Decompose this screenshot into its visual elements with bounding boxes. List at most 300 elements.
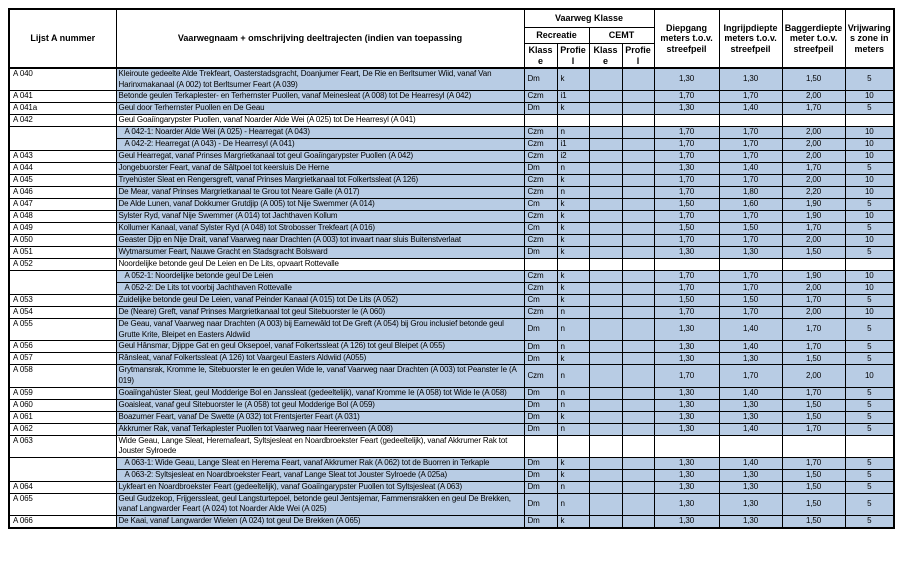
cell-vrijwaringszone: 10 [845, 175, 894, 187]
cell-diepgang: 1,70 [654, 365, 719, 387]
cell-baggerdiepte: 1,50 [782, 469, 845, 481]
cell-ingrijpdiepte: 1,40 [719, 163, 782, 175]
cell-vaarwegnaam: De Mear, vanaf Prinses Margrietkanaal te Grou tot Neare Galle (A 017) [116, 187, 524, 199]
table-row [9, 103, 894, 115]
cell-vaarwegnaam: Boazumer Feart, vanaf De Swette (A 032) tot Frentsjerter Feart (A 031) [116, 411, 524, 423]
cell-cemt-klasse [589, 139, 622, 151]
table-row [9, 295, 894, 307]
cell-recreatie-klasse [524, 435, 557, 457]
cell-ingrijpdiepte: 1,30 [719, 481, 782, 493]
cell-cemt-profiel [622, 295, 654, 307]
cell-cemt-profiel [622, 187, 654, 199]
cell-baggerdiepte [782, 115, 845, 127]
cell-recreatie-profiel: k [557, 247, 589, 259]
cell-baggerdiepte: 1,70 [782, 319, 845, 341]
cell-baggerdiepte: 1,50 [782, 247, 845, 259]
cell-vrijwaringszone: 10 [845, 307, 894, 319]
cell-baggerdiepte: 1,70 [782, 387, 845, 399]
cell-vrijwaringszone: 10 [845, 187, 894, 199]
cell-cemt-profiel [622, 163, 654, 175]
cell-ingrijpdiepte [719, 435, 782, 457]
cell-recreatie-profiel: k [557, 103, 589, 115]
cell-ingrijpdiepte: 1,30 [719, 68, 782, 91]
cell-recreatie-klasse [524, 115, 557, 127]
cell-ingrijpdiepte: 1,60 [719, 199, 782, 211]
cell-baggerdiepte: 1,50 [782, 411, 845, 423]
cell-cemt-profiel [622, 319, 654, 341]
cell-vaarwegnaam: Akkrumer Rak, vanaf Terkaplester Puollen tot Vaarweg naar Heerenveen (A 008) [116, 423, 524, 435]
cell-diepgang: 1,30 [654, 387, 719, 399]
cell-vrijwaringszone: 10 [845, 271, 894, 283]
cell-lijst-a-nummer: A 066 [9, 515, 116, 528]
cell-vaarwegnaam: Geaster Djip en Nije Drait, vanaf Vaarweg naar Drachten (A 003) tot invaart naar sluis Buitenstverlaat [116, 235, 524, 247]
cell-cemt-klasse [589, 103, 622, 115]
cell-diepgang: 1,70 [654, 151, 719, 163]
cell-vrijwaringszone: 10 [845, 365, 894, 387]
cell-recreatie-profiel [557, 115, 589, 127]
cell-cemt-klasse [589, 175, 622, 187]
cell-cemt-profiel [622, 481, 654, 493]
cell-lijst-a-nummer: A 063 [9, 435, 116, 457]
cell-ingrijpdiepte: 1,80 [719, 187, 782, 199]
cell-cemt-klasse [589, 127, 622, 139]
cell-vaarwegnaam: Geul Gudzekop, Frijgerssleat, geul Langsturtepoel, betonde geul Jentsjemar, Fammensrakken en geul De Brekken, vanaf Langwarder Feart (A 024) tot Noarder Alde Wei (A 025) [116, 493, 524, 515]
cell-cemt-klasse [589, 259, 622, 271]
cell-vaarwegnaam: A 042-2: Hearregat (A 043) - De Hearresyl (A 041) [116, 139, 524, 151]
cell-ingrijpdiepte: 1,70 [719, 127, 782, 139]
table-row [9, 235, 894, 247]
cell-baggerdiepte: 2,00 [782, 235, 845, 247]
cell-baggerdiepte: 1,70 [782, 295, 845, 307]
cell-recreatie-profiel: k [557, 283, 589, 295]
waterway-list-a-table [8, 8, 895, 529]
cell-ingrijpdiepte: 1,30 [719, 399, 782, 411]
cell-cemt-klasse [589, 91, 622, 103]
cell-vaarwegnaam: Geul Hearregat, vanaf Prinses Margrietkanaal tot geul Goaiïngarypster Puollen (A 042) [116, 151, 524, 163]
cell-vaarwegnaam: Rânsleat, vanaf Folkertssleat (A 126) tot Vaargeul Easters Aldwiid (A055) [116, 353, 524, 365]
cell-lijst-a-nummer: A 057 [9, 353, 116, 365]
cell-recreatie-profiel: k [557, 295, 589, 307]
cell-vaarwegnaam: Kleiroute gedeelte Alde Trekfeart, Oasterstadsgracht, Doanjumer Feart, De Rie en Berltsumer Wiid, vanaf Van Harinxmakanaal (A 002) tot Berltsumer Feart (A 039) [116, 68, 524, 91]
cell-baggerdiepte: 1,50 [782, 481, 845, 493]
cell-cemt-profiel [622, 423, 654, 435]
cell-recreatie-klasse: Czm [524, 175, 557, 187]
cell-vaarwegnaam: Geul Hânsmar, Djippe Gat en geul Oksepoel, vanaf Folkertssleat (A 126) tot geul Bleipet (A 055) [116, 341, 524, 353]
cell-cemt-profiel [622, 515, 654, 528]
cell-ingrijpdiepte: 1,50 [719, 223, 782, 235]
cell-recreatie-klasse: Czm [524, 127, 557, 139]
cell-lijst-a-nummer: A 061 [9, 411, 116, 423]
cell-cemt-profiel [622, 457, 654, 469]
cell-cemt-klasse [589, 271, 622, 283]
cell-cemt-profiel [622, 399, 654, 411]
header-vrijwaringszone: Vrijwarings zone in meters [845, 9, 894, 68]
cell-recreatie-klasse: Dm [524, 319, 557, 341]
cell-lijst-a-nummer: A 047 [9, 199, 116, 211]
cell-recreatie-profiel: k [557, 353, 589, 365]
cell-cemt-profiel [622, 151, 654, 163]
table-row [9, 283, 894, 295]
cell-recreatie-profiel: n [557, 307, 589, 319]
cell-lijst-a-nummer: A 064 [9, 481, 116, 493]
cell-ingrijpdiepte: 1,70 [719, 175, 782, 187]
cell-diepgang: 1,70 [654, 139, 719, 151]
cell-vaarwegnaam: De Kaai, vanaf Langwarder Wielen (A 024) tot geul De Brekken (A 065) [116, 515, 524, 528]
table-row [9, 151, 894, 163]
cell-lijst-a-nummer [9, 457, 116, 481]
cell-cemt-klasse [589, 163, 622, 175]
cell-diepgang: 1,30 [654, 481, 719, 493]
cell-vrijwaringszone: 5 [845, 399, 894, 411]
cell-diepgang [654, 259, 719, 271]
table-row [9, 493, 894, 515]
cell-vrijwaringszone: 5 [845, 469, 894, 481]
cell-vrijwaringszone [845, 115, 894, 127]
cell-ingrijpdiepte: 1,40 [719, 341, 782, 353]
header-recreatie: Recreatie [524, 28, 589, 44]
cell-recreatie-profiel: i1 [557, 139, 589, 151]
cell-recreatie-profiel [557, 435, 589, 457]
cell-ingrijpdiepte: 1,30 [719, 353, 782, 365]
cell-ingrijpdiepte: 1,50 [719, 295, 782, 307]
table-body [9, 68, 894, 528]
cell-vrijwaringszone: 10 [845, 235, 894, 247]
cell-ingrijpdiepte: 1,70 [719, 307, 782, 319]
cell-recreatie-klasse: Dm [524, 247, 557, 259]
cell-recreatie-profiel: n [557, 423, 589, 435]
cell-recreatie-klasse: Czm [524, 139, 557, 151]
cell-cemt-profiel [622, 353, 654, 365]
cell-vrijwaringszone: 5 [845, 295, 894, 307]
cell-baggerdiepte: 1,70 [782, 163, 845, 175]
cell-recreatie-profiel: k [557, 457, 589, 469]
cell-recreatie-profiel: n [557, 481, 589, 493]
cell-vaarwegnaam: De Geau, vanaf Vaarweg naar Drachten (A 003) bij Earnewâld tot De Greft (A 054) bij Grou inclusief betonde geul Grutte Krite, Bleipet en Easters Aldwiid [116, 319, 524, 341]
cell-recreatie-klasse: Dm [524, 103, 557, 115]
cell-vrijwaringszone: 5 [845, 341, 894, 353]
cell-recreatie-profiel: k [557, 411, 589, 423]
header-ingrijpdiepte: Ingrijpdiepte meters t.o.v. streefpeil [719, 9, 782, 68]
cell-lijst-a-nummer: A 050 [9, 235, 116, 247]
table-row [9, 399, 894, 411]
cell-baggerdiepte: 1,90 [782, 199, 845, 211]
cell-cemt-profiel [622, 235, 654, 247]
cell-diepgang: 1,30 [654, 68, 719, 91]
cell-cemt-klasse [589, 341, 622, 353]
cell-diepgang: 1,70 [654, 127, 719, 139]
cell-recreatie-profiel: k [557, 223, 589, 235]
cell-vrijwaringszone: 10 [845, 127, 894, 139]
table-row [9, 469, 894, 481]
cell-vaarwegnaam: Geul door Terhernster Puollen en De Geau [116, 103, 524, 115]
cell-vaarwegnaam: Zuidelijke betonde geul De Leien, vanaf Peinder Kanaal (A 015) tot De Lits (A 052) [116, 295, 524, 307]
cell-recreatie-profiel: k [557, 271, 589, 283]
table-row [9, 411, 894, 423]
cell-cemt-klasse [589, 481, 622, 493]
cell-recreatie-profiel: n [557, 399, 589, 411]
cell-baggerdiepte: 2,00 [782, 127, 845, 139]
cell-recreatie-profiel: i2 [557, 151, 589, 163]
table-row [9, 271, 894, 283]
cell-recreatie-profiel: n [557, 127, 589, 139]
cell-vrijwaringszone: 5 [845, 319, 894, 341]
cell-recreatie-klasse: Czm [524, 91, 557, 103]
cell-ingrijpdiepte: 1,70 [719, 271, 782, 283]
cell-cemt-profiel [622, 341, 654, 353]
table-row [9, 175, 894, 187]
cell-cemt-profiel [622, 127, 654, 139]
cell-lijst-a-nummer: A 056 [9, 341, 116, 353]
cell-baggerdiepte: 1,70 [782, 457, 845, 469]
cell-vrijwaringszone: 5 [845, 493, 894, 515]
cell-lijst-a-nummer: A 040 [9, 68, 116, 91]
cell-vrijwaringszone [845, 435, 894, 457]
cell-recreatie-klasse: Czm [524, 365, 557, 387]
cell-ingrijpdiepte: 1,70 [719, 365, 782, 387]
cell-cemt-profiel [622, 175, 654, 187]
cell-recreatie-klasse: Dm [524, 515, 557, 528]
cell-ingrijpdiepte: 1,70 [719, 283, 782, 295]
cell-baggerdiepte: 2,00 [782, 91, 845, 103]
cell-vaarwegnaam: Tryehúster Sleat en Rengersgreft, vanaf Prinses Margrietkanaal tot Folkertssleat (A 126) [116, 175, 524, 187]
cell-recreatie-profiel: k [557, 469, 589, 481]
cell-recreatie-klasse: Dm [524, 457, 557, 469]
cell-cemt-klasse [589, 115, 622, 127]
cell-baggerdiepte: 1,50 [782, 515, 845, 528]
cell-vaarwegnaam: A 063-1: Wide Geau, Lange Sleat en Herema Feart, vanaf Akkrumer Rak (A 062) tot de Buorren in Terkaple [116, 457, 524, 469]
cell-vaarwegnaam: De (Neare) Greft, vanaf Prinses Margrietkanaal tot geul Sitebuorster Ie (A 060) [116, 307, 524, 319]
cell-recreatie-profiel: n [557, 493, 589, 515]
cell-ingrijpdiepte: 1,40 [719, 457, 782, 469]
cell-recreatie-profiel: k [557, 235, 589, 247]
cell-cemt-profiel [622, 411, 654, 423]
cell-vrijwaringszone: 5 [845, 515, 894, 528]
cell-vrijwaringszone [845, 259, 894, 271]
cell-recreatie-klasse: Dm [524, 341, 557, 353]
cell-lijst-a-nummer: A 044 [9, 163, 116, 175]
cell-recreatie-klasse: Cm [524, 223, 557, 235]
cell-ingrijpdiepte: 1,40 [719, 423, 782, 435]
cell-lijst-a-nummer: A 053 [9, 295, 116, 307]
table-row [9, 341, 894, 353]
cell-recreatie-klasse: Czm [524, 211, 557, 223]
cell-recreatie-profiel: k [557, 211, 589, 223]
cell-cemt-profiel [622, 91, 654, 103]
cell-diepgang: 1,30 [654, 493, 719, 515]
header-cemt-profiel: Profiel [622, 44, 654, 69]
cell-diepgang: 1,30 [654, 469, 719, 481]
cell-cemt-profiel [622, 199, 654, 211]
cell-cemt-profiel [622, 211, 654, 223]
cell-diepgang: 1,30 [654, 341, 719, 353]
cell-diepgang: 1,30 [654, 103, 719, 115]
cell-recreatie-klasse: Dm [524, 387, 557, 399]
header-recreatie-klasse: Klasse [524, 44, 557, 69]
cell-baggerdiepte: 2,00 [782, 139, 845, 151]
table-row [9, 423, 894, 435]
cell-baggerdiepte: 1,70 [782, 423, 845, 435]
cell-vaarwegnaam: Noordelijke betonde geul De Leien en De Lits, opvaart Rottevalle [116, 259, 524, 271]
cell-cemt-klasse [589, 469, 622, 481]
cell-lijst-a-nummer [9, 271, 116, 295]
cell-baggerdiepte: 1,90 [782, 271, 845, 283]
cell-diepgang: 1,50 [654, 199, 719, 211]
cell-baggerdiepte: 2,00 [782, 283, 845, 295]
table-row [9, 319, 894, 341]
cell-baggerdiepte: 2,20 [782, 187, 845, 199]
cell-cemt-profiel [622, 223, 654, 235]
table-row [9, 187, 894, 199]
cell-diepgang: 1,70 [654, 307, 719, 319]
cell-diepgang [654, 435, 719, 457]
cell-baggerdiepte: 1,90 [782, 211, 845, 223]
cell-diepgang: 1,30 [654, 411, 719, 423]
cell-vrijwaringszone: 5 [845, 423, 894, 435]
cell-baggerdiepte: 1,70 [782, 223, 845, 235]
cell-diepgang: 1,70 [654, 271, 719, 283]
cell-recreatie-klasse: Dm [524, 68, 557, 91]
cell-baggerdiepte: 2,00 [782, 175, 845, 187]
table-row [9, 247, 894, 259]
header-cemt-klasse: Klasse [589, 44, 622, 69]
cell-ingrijpdiepte [719, 259, 782, 271]
cell-vaarwegnaam: Geul Goaiïngarypster Puollen, vanaf Noarder Alde Wei (A 025) tot De Hearresyl (A 041) [116, 115, 524, 127]
cell-vrijwaringszone: 5 [845, 68, 894, 91]
cell-recreatie-profiel: k [557, 68, 589, 91]
table-row [9, 307, 894, 319]
cell-cemt-profiel [622, 469, 654, 481]
cell-vaarwegnaam: Sylster Ryd, vanaf Nije Swemmer (A 014) tot Jachthaven Kollum [116, 211, 524, 223]
cell-cemt-klasse [589, 435, 622, 457]
cell-cemt-profiel [622, 435, 654, 457]
cell-lijst-a-nummer [9, 127, 116, 151]
cell-lijst-a-nummer: A 041 [9, 91, 116, 103]
cell-recreatie-klasse: Czm [524, 187, 557, 199]
cell-cemt-klasse [589, 319, 622, 341]
cell-recreatie-profiel: n [557, 187, 589, 199]
cell-cemt-profiel [622, 307, 654, 319]
cell-vrijwaringszone: 5 [845, 411, 894, 423]
cell-recreatie-profiel: n [557, 365, 589, 387]
header-recreatie-profiel: Profiel [557, 44, 589, 69]
cell-vaarwegnaam: Wytmarsumer Feart, Nauwe Gracht en Stadsgracht Bolsward [116, 247, 524, 259]
cell-diepgang: 1,30 [654, 163, 719, 175]
cell-diepgang: 1,70 [654, 187, 719, 199]
cell-lijst-a-nummer: A 058 [9, 365, 116, 387]
cell-ingrijpdiepte: 1,30 [719, 493, 782, 515]
cell-cemt-profiel [622, 247, 654, 259]
table-row [9, 481, 894, 493]
cell-cemt-klasse [589, 353, 622, 365]
table-row [9, 139, 894, 151]
cell-diepgang: 1,30 [654, 247, 719, 259]
header-vaarweg-klasse: Vaarweg Klasse [524, 9, 654, 28]
cell-recreatie-klasse: Czm [524, 283, 557, 295]
cell-lijst-a-nummer: A 062 [9, 423, 116, 435]
cell-cemt-profiel [622, 259, 654, 271]
cell-ingrijpdiepte: 1,30 [719, 247, 782, 259]
cell-ingrijpdiepte: 1,40 [719, 103, 782, 115]
cell-diepgang [654, 115, 719, 127]
cell-cemt-klasse [589, 365, 622, 387]
cell-diepgang: 1,30 [654, 399, 719, 411]
table-row [9, 515, 894, 528]
cell-recreatie-profiel: i1 [557, 91, 589, 103]
cell-cemt-profiel [622, 115, 654, 127]
cell-ingrijpdiepte: 1,70 [719, 211, 782, 223]
cell-recreatie-profiel: k [557, 199, 589, 211]
cell-baggerdiepte [782, 435, 845, 457]
cell-recreatie-klasse: Czm [524, 151, 557, 163]
cell-cemt-klasse [589, 223, 622, 235]
cell-lijst-a-nummer: A 043 [9, 151, 116, 163]
cell-baggerdiepte: 2,00 [782, 151, 845, 163]
cell-ingrijpdiepte: 1,30 [719, 515, 782, 528]
cell-vaarwegnaam: A 052-2: De Lits tot voorbij Jachthaven Rottevalle [116, 283, 524, 295]
cell-recreatie-klasse: Dm [524, 353, 557, 365]
cell-recreatie-klasse: Dm [524, 163, 557, 175]
table-row [9, 91, 894, 103]
cell-lijst-a-nummer: A 046 [9, 187, 116, 199]
cell-diepgang: 1,30 [654, 457, 719, 469]
cell-ingrijpdiepte: 1,70 [719, 139, 782, 151]
cell-vrijwaringszone: 5 [845, 199, 894, 211]
cell-lijst-a-nummer: A 048 [9, 211, 116, 223]
cell-vaarwegnaam: De Alde Lunen, vanaf Dokkumer Grutdjip (A 005) tot Nije Swemmer (A 014) [116, 199, 524, 211]
cell-recreatie-profiel: n [557, 341, 589, 353]
cell-lijst-a-nummer: A 059 [9, 387, 116, 399]
cell-vaarwegnaam: Grytmansrak, Kromme Ie, Sitebuorster Ie en geulen Wide Ie, vanaf Vaarweg naar Drachten (A 003) tot Peanster Ie (A 019) [116, 365, 524, 387]
cell-lijst-a-nummer: A 042 [9, 115, 116, 127]
cell-ingrijpdiepte: 1,70 [719, 91, 782, 103]
cell-cemt-klasse [589, 307, 622, 319]
cell-diepgang: 1,30 [654, 423, 719, 435]
cell-diepgang: 1,30 [654, 319, 719, 341]
cell-vrijwaringszone: 5 [845, 481, 894, 493]
cell-ingrijpdiepte: 1,30 [719, 469, 782, 481]
cell-cemt-klasse [589, 235, 622, 247]
table-row [9, 115, 894, 127]
cell-vaarwegnaam: Betonde geulen Terkaplester- en Terhernster Puollen, vanaf Meinesleat (A 008) tot De Hearresyl (A 042) [116, 91, 524, 103]
cell-diepgang: 1,30 [654, 515, 719, 528]
cell-cemt-klasse [589, 68, 622, 91]
cell-vrijwaringszone: 5 [845, 247, 894, 259]
cell-recreatie-klasse: Czm [524, 235, 557, 247]
cell-baggerdiepte: 1,70 [782, 341, 845, 353]
cell-vaarwegnaam: Wide Geau, Lange Sleat, Heremafeart, Syltsjesleat en Noardbroekster Feart (gedeeltelijk), vanaf Akkrumer Rak tot Jouster Sylroede [116, 435, 524, 457]
cell-recreatie-profiel: n [557, 387, 589, 399]
cell-vrijwaringszone: 10 [845, 283, 894, 295]
cell-diepgang: 1,70 [654, 91, 719, 103]
cell-cemt-klasse [589, 283, 622, 295]
cell-vrijwaringszone: 5 [845, 353, 894, 365]
cell-ingrijpdiepte: 1,70 [719, 235, 782, 247]
cell-diepgang: 1,50 [654, 223, 719, 235]
cell-baggerdiepte: 1,70 [782, 103, 845, 115]
table-row [9, 387, 894, 399]
header-vaarwegnaam: Vaarwegnaam + omschrijving deeltrajecten (indien van toepassing [116, 9, 524, 68]
cell-cemt-klasse [589, 247, 622, 259]
cell-baggerdiepte: 1,50 [782, 68, 845, 91]
cell-baggerdiepte: 2,00 [782, 307, 845, 319]
header-cemt: CEMT [589, 28, 654, 44]
cell-cemt-profiel [622, 139, 654, 151]
cell-recreatie-klasse: Cm [524, 199, 557, 211]
cell-cemt-profiel [622, 68, 654, 91]
cell-recreatie-profiel: k [557, 515, 589, 528]
table-row [9, 457, 894, 469]
cell-vrijwaringszone: 5 [845, 103, 894, 115]
